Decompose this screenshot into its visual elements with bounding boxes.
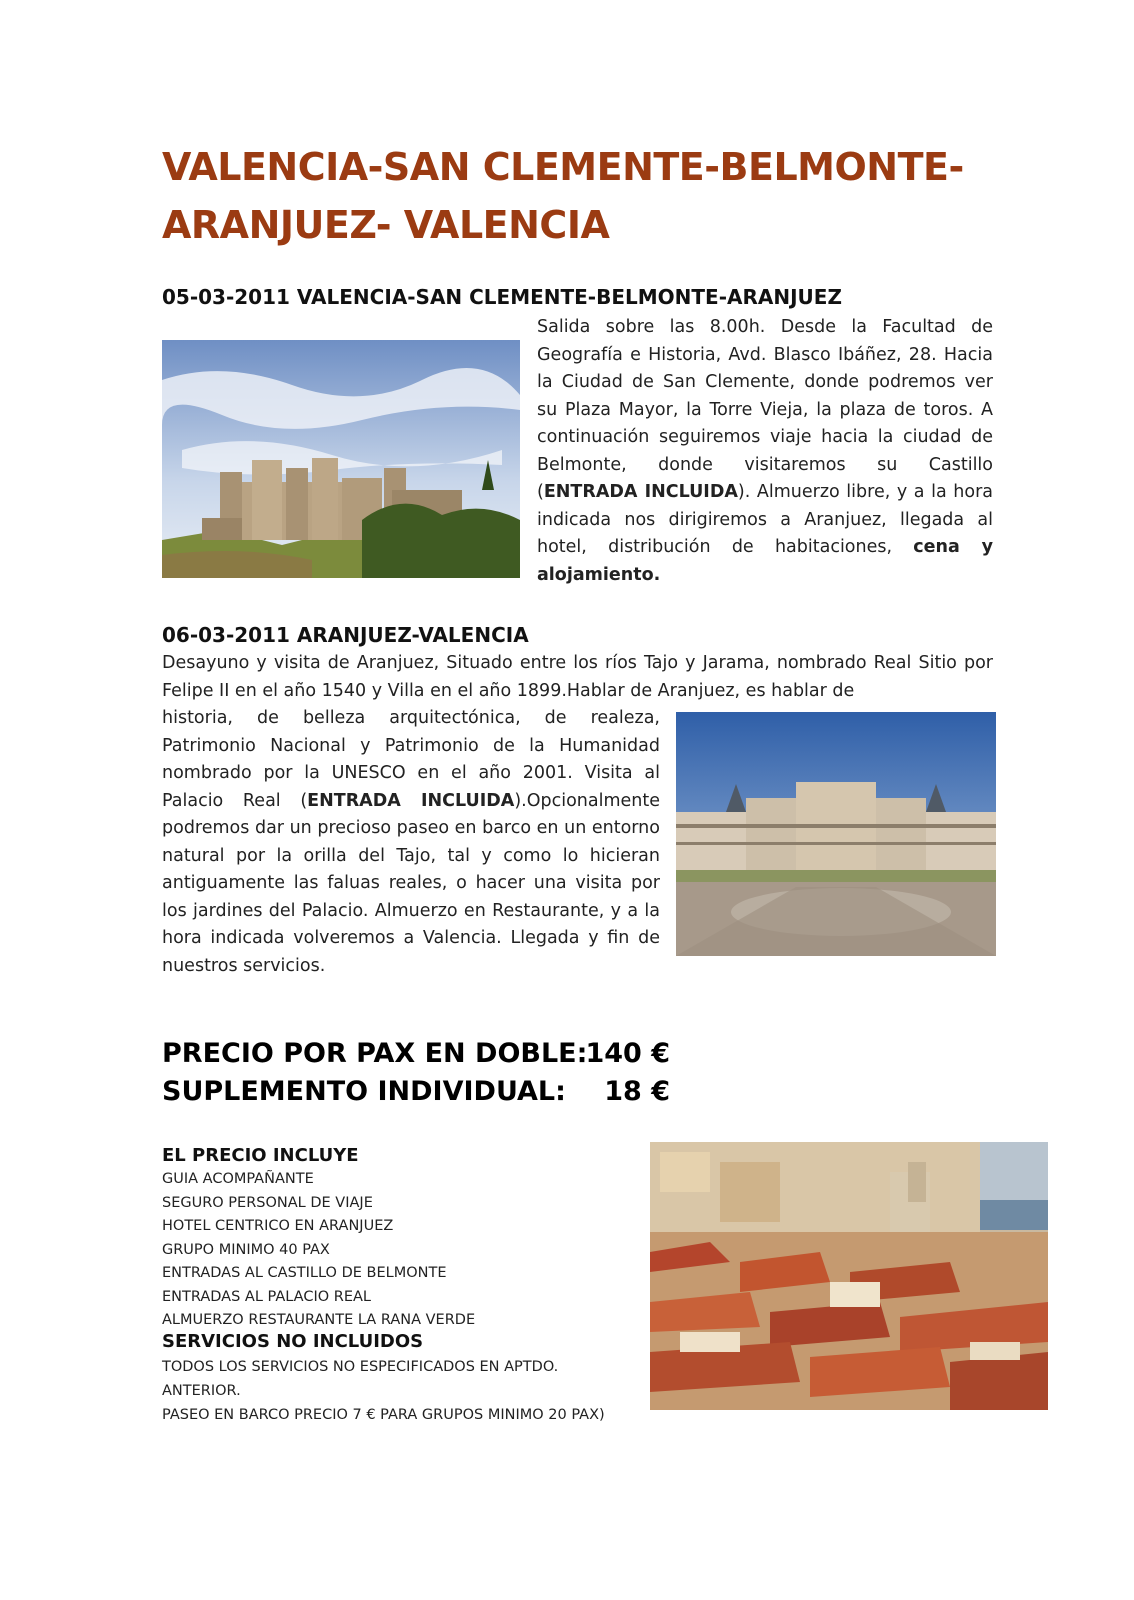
price-double-label: PRECIO POR PAX EN DOBLE: bbox=[162, 1038, 588, 1069]
day1-heading: 05-03-2011 VALENCIA-SAN CLEMENTE-BELMONTE-ARANJUEZ bbox=[162, 285, 842, 309]
belmonte-castle-photo bbox=[162, 340, 520, 578]
price-double-value: 140 € bbox=[585, 1038, 670, 1069]
list-item: SEGURO PERSONAL DE VIAJE bbox=[162, 1194, 373, 1211]
list-item: ALMUERZO RESTAURANTE LA RANA VERDE bbox=[162, 1312, 476, 1328]
aranjuez-palace-photo bbox=[676, 712, 996, 956]
price-single-row bbox=[162, 1072, 672, 1112]
price-single-value: 18 € bbox=[604, 1076, 670, 1107]
list-item: GRUPO MINIMO 40 PAX bbox=[162, 1241, 330, 1258]
includes-list bbox=[162, 1168, 475, 1333]
day1-description: Salida sobre las 8.00h. Desde la Facultad de Geografía e Historia, Avd. Blasco Ibáñez, 28. Hacia la Ciudad de San Clemente, donde podremos ver su Plaza Mayor, la Torre Vieja, la plaza de toros. A continuación seguiremos viaje hacia la ciudad de Belmonte, donde visitaremos su Castillo (ENTRADA INCLUIDA). Almuerzo libre, y a la hora indicada nos dirigiremos a Aranjuez, llegada al hotel, distribución de habitaciones, cena y alojamiento. bbox=[537, 317, 994, 585]
day2-description: historia, de belleza arquitectónica, de realeza, Patrimonio Nacional y Patrimonio de la Humanidad nombrado por la UNESCO en el año 2001. Visita al Palacio Real (ENTRADA INCLUIDA).Opcionalmente podremos dar un precioso paseo en barco en un entorno natural por la orilla del Tajo, tal y como lo hicieran antiguamente las faluas reales, o hacer una visita por los jardines del Palacio. Almuerzo en Restaurante, y a la hora indicada volveremos a Valencia. Llegada y fin de nuestros servicios. bbox=[162, 708, 660, 976]
excludes-note-1: TODOS LOS SERVICIOS NO ESPECIFICADOS EN APTDO. ANTERIOR. bbox=[162, 1359, 559, 1399]
excludes-heading: SERVICIOS NO INCLUIDOS bbox=[162, 1331, 424, 1352]
price-double-row bbox=[162, 1034, 672, 1074]
list-item: ENTRADAS AL PALACIO REAL bbox=[162, 1288, 371, 1305]
excludes-note-2: PASEO EN BARCO PRECIO 7 € PARA GRUPOS MINIMO 20 PAX) bbox=[162, 1407, 605, 1423]
page-title: VALENCIA-SAN CLEMENTE-BELMONTE-ARANJUEZ- VALENCIA bbox=[162, 145, 964, 247]
includes-heading: EL PRECIO INCLUYE bbox=[162, 1145, 359, 1166]
price-single-label: SUPLEMENTO INDIVIDUAL: bbox=[162, 1076, 566, 1107]
rooftops-city-photo bbox=[650, 1142, 1048, 1410]
day2-intro: Desayuno y visita de Aranjuez, Situado entre los ríos Tajo y Jarama, nombrado Real Sitio por Felipe II en el año 1540 y Villa en el año 1899.Hablar de Aranjuez, es hablar de bbox=[162, 653, 993, 701]
list-item: ENTRADAS AL CASTILLO DE BELMONTE bbox=[162, 1265, 447, 1281]
list-item: HOTEL CENTRICO EN ARANJUEZ bbox=[162, 1218, 394, 1234]
day2-heading: 06-03-2011 ARANJUEZ-VALENCIA bbox=[162, 623, 529, 647]
list-item: GUIA ACOMPAÑANTE bbox=[162, 1171, 314, 1187]
